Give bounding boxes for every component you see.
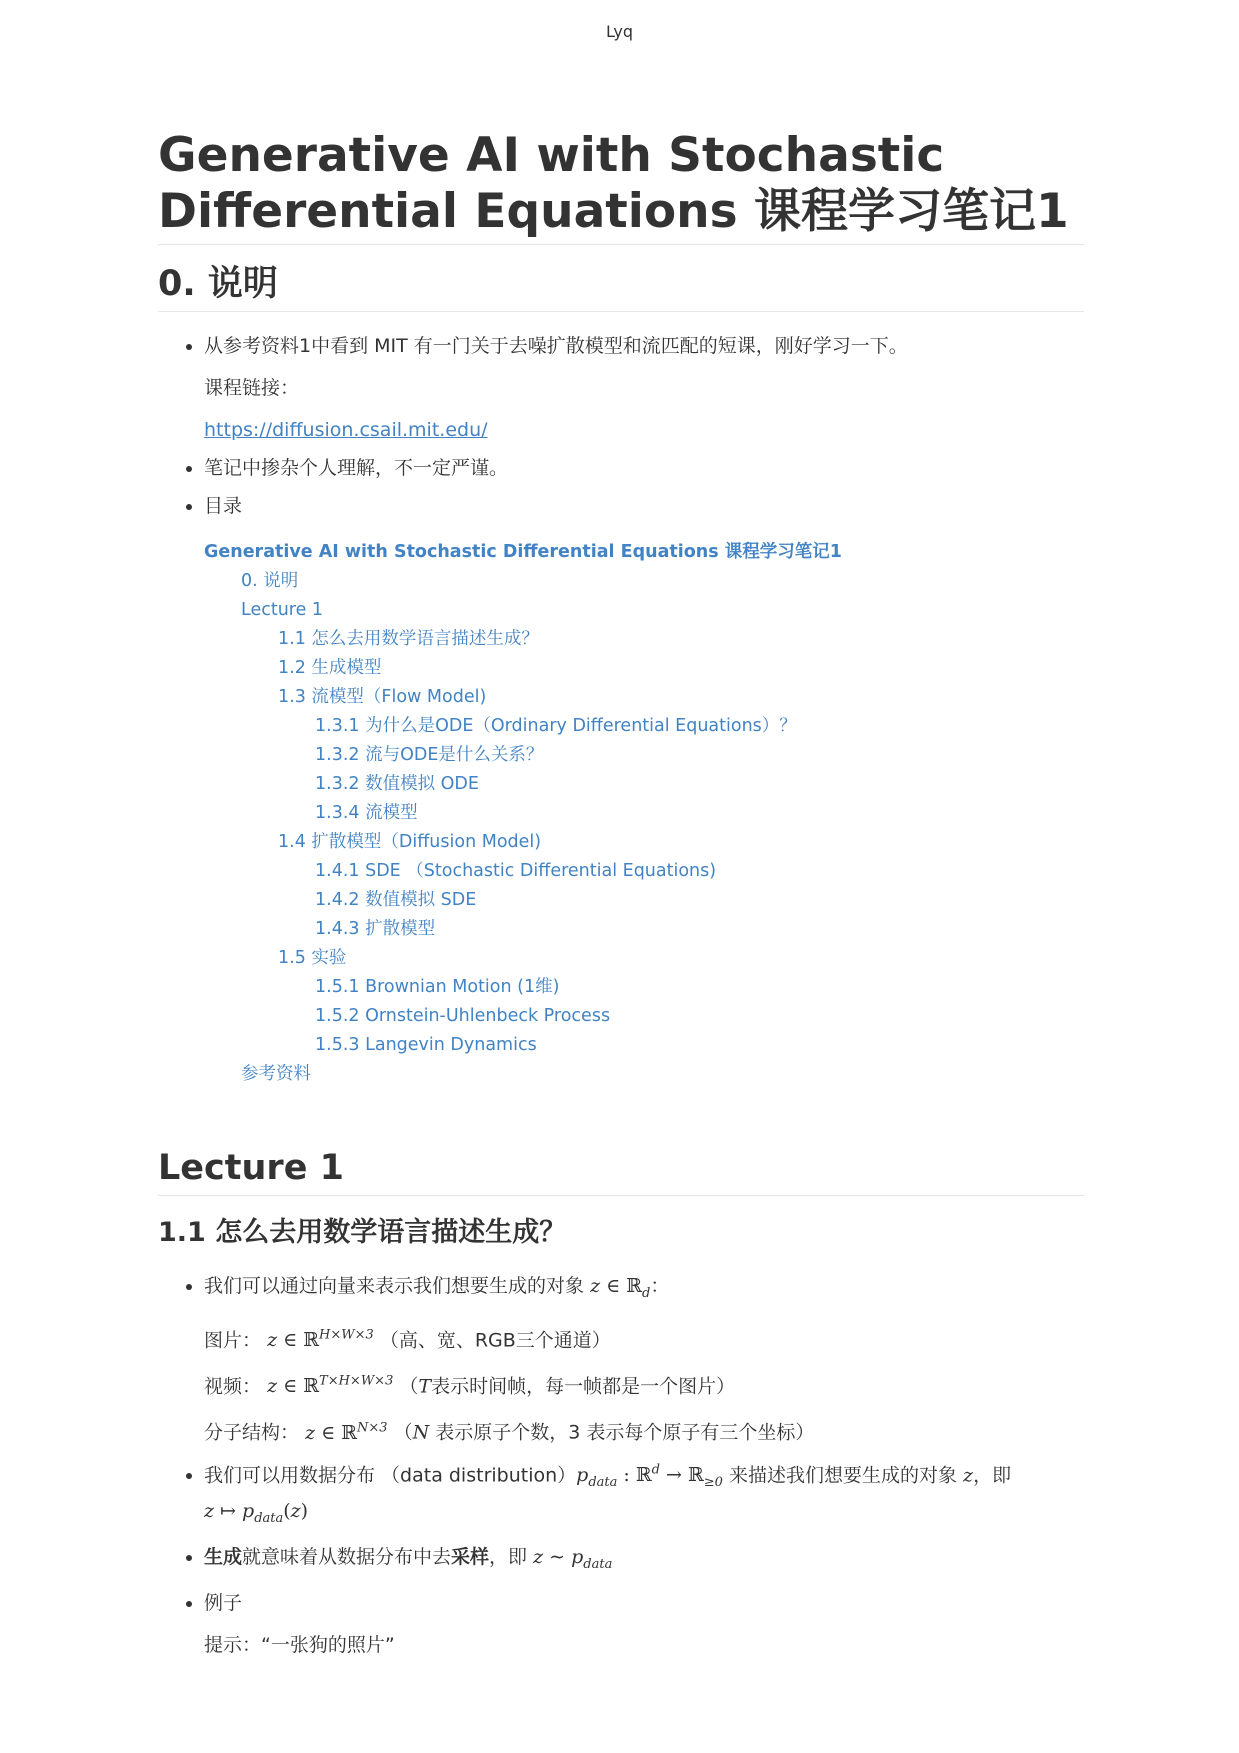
- math-data-distribution: $p_{data}$ : ℝ$^d$ → ℝ$_{\ge 0}$: [576, 1462, 723, 1490]
- bullet-text: 从参考资料1中看到 MIT 有一门关于去噪扩散模型和流匹配的短课，刚好学习一下。: [204, 335, 908, 357]
- math-molecule-space: z ∈ ℝ$^{N\times 3}$: [305, 1420, 388, 1444]
- toc-link[interactable]: 1.5.3 Langevin Dynamics: [315, 1035, 537, 1055]
- list-item: [204, 454, 1084, 482]
- section-heading-0: 0. 说明: [158, 261, 1084, 312]
- toc-link[interactable]: 1.5.2 Ornstein-Uhlenbeck Process: [315, 1006, 611, 1026]
- math-video-space: z ∈ ℝ$^{T\times H\times W\times 3}$: [267, 1374, 394, 1398]
- section-heading-lecture1: Lecture 1: [158, 1145, 1084, 1196]
- bullet-text: 我们可以通过向量来表示我们想要生成的对象: [204, 1275, 585, 1297]
- toc-link[interactable]: 1.3 流模型（Flow Model): [278, 687, 487, 707]
- math-sampling: z ∼ $p_{data}$: [533, 1545, 613, 1572]
- toc-link[interactable]: 0. 说明: [241, 571, 299, 591]
- toc-link[interactable]: Lecture 1: [241, 600, 324, 620]
- list-item: • 生成就意味着从数据分布中去采样，即 z ∼ $p_{data}$: [204, 1543, 1084, 1579]
- toc-link[interactable]: 1.1 怎么去用数学语言描述生成？: [278, 629, 539, 649]
- toc-link[interactable]: 参考资料: [241, 1064, 311, 1084]
- image-example: 图片： z ∈ ℝ$^{H\times W\times 3}$ （高、宽、RGB三个通道）: [204, 1327, 611, 1352]
- list-item: • 我们可以用数据分布 （data $distribution)p_{data}$ : ℝ$^d$ → ℝ$_{\ge 0}$ 来描述我们想要生成的对象 z，即 z ↦ $p_{data}(z)$: [204, 1457, 1084, 1533]
- bullet-text: 笔记中掺杂个人理解，不一定严谨。: [204, 457, 509, 479]
- molecule-example: 分子结构： z ∈ ℝ$^{N\times 3}$ （N 表示原子个数，3 表示每个原子有三个坐标）: [204, 1420, 815, 1444]
- math-image-space: z ∈ ℝ$^{H\times W\times 3}$: [267, 1327, 374, 1352]
- toc-link[interactable]: 1.2 生成模型: [278, 658, 382, 678]
- video-example: 视频： z ∈ ℝ$^{T\times H\times W\times 3}$ （T表示时间帧，每一帧都是一个图片）: [204, 1374, 736, 1398]
- subsection-heading-1-1: 1.1 怎么去用数学语言描述生成？: [158, 1217, 567, 1248]
- prompt-example: 提示：“一张狗的照片”: [204, 1633, 395, 1656]
- course-link-label: 课程链接：: [204, 377, 300, 399]
- section0-list: [158, 332, 1084, 1089]
- list-item: [204, 332, 1084, 444]
- list-item: • 我们可以通过向量来表示我们想要生成的对象 z ∈ ℝ$_d$： 图片： z ∈ ℝ$^{H\times W\times 3}$ （高、宽、RGB三个通道） 视频： z ∈ ℝ$^{T\times H\times W\times 3}$ （T表示时间帧，每一帧都是一个图片） 分子结构： z ∈ ℝ$^{N\times 3}$ （N 表示原子个数，3 表示每个原子有三个坐标）: [204, 1272, 1084, 1447]
- bullet-text: 目录: [204, 495, 243, 517]
- toc-link[interactable]: 1.4 扩散模型（Diffusion Model): [278, 832, 542, 852]
- toc-link[interactable]: 1.4.1 SDE （Stochastic Differential Equations): [315, 861, 717, 881]
- list-item: • 例子 提示：“一张狗的照片”: [204, 1589, 1084, 1659]
- document-body: [158, 128, 1084, 1659]
- toc-link[interactable]: 1.5.1 Brownian Motion (1维): [315, 977, 560, 997]
- toc-link[interactable]: 1.4.2 数值模拟 SDE: [315, 890, 477, 910]
- page-header-author: Lyq: [605, 22, 634, 41]
- toc-link[interactable]: 1.5 实验: [278, 948, 347, 968]
- course-link[interactable]: https://diffusion.csail.mit.edu/: [204, 419, 488, 441]
- toc-link[interactable]: 1.4.3 扩散模型: [315, 919, 436, 939]
- document-title: Generative AI with Stochastic Differential Equations 课程学习笔记1: [158, 128, 1084, 245]
- toc-link[interactable]: 1.3.4 流模型: [315, 803, 418, 823]
- toc-link[interactable]: 1.3.2 数值模拟 ODE: [315, 774, 479, 794]
- math-vector-space: z ∈ ℝ$_d$: [590, 1275, 651, 1301]
- math-mapping: z ↦ $p_{data}(z)$: [204, 1499, 309, 1526]
- toc-link[interactable]: Generative AI with Stochastic Differential Equations 课程学习笔记1: [204, 542, 842, 562]
- toc-link[interactable]: 1.3.2 流与ODE是什么关系？: [315, 745, 544, 765]
- lecture1-list: [158, 1272, 1084, 1659]
- toc-link[interactable]: 1.3.1 为什么是ODE（Ordinary Differential Equations）？: [315, 716, 797, 736]
- table-of-contents: [204, 538, 1084, 1089]
- list-item: [204, 492, 1084, 1089]
